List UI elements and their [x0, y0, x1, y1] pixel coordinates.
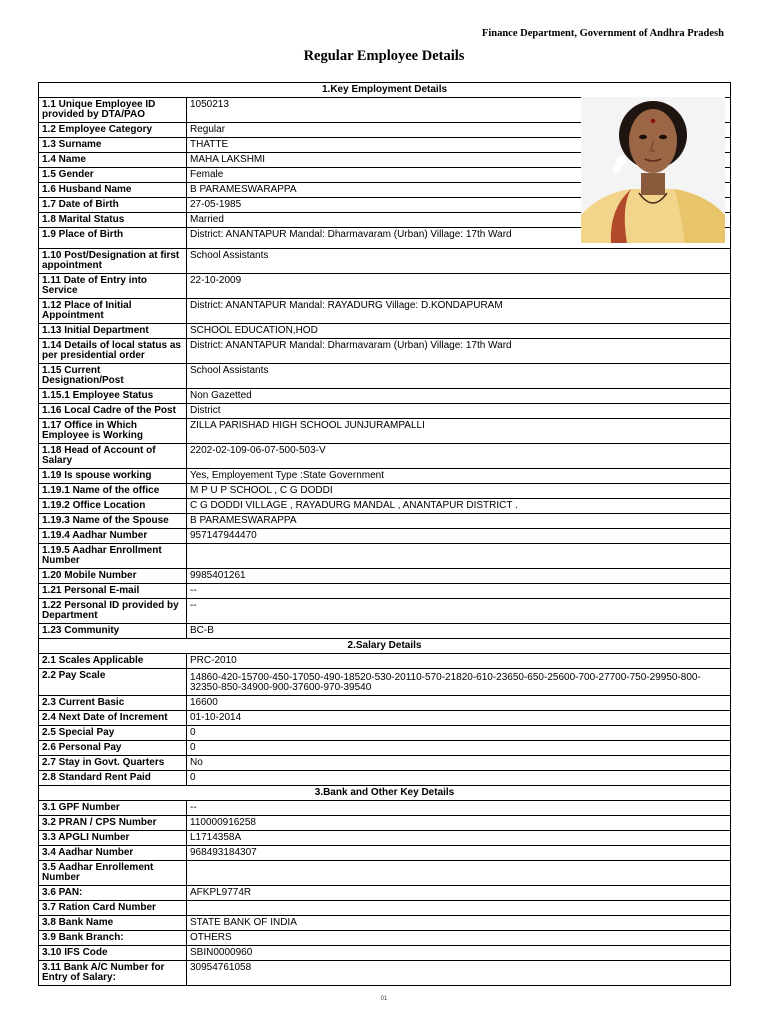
- table-row: [39, 711, 731, 726]
- table-row: [39, 771, 731, 786]
- table-row: [39, 584, 731, 599]
- row-label: 3.2 PRAN / CPS Number: [39, 816, 187, 831]
- row-value: C G DODDI VILLAGE , RAYADURG MANDAL , ANANTAPUR DISTRICT .: [187, 499, 731, 514]
- row-label: 1.12 Place of Initial Appointment: [39, 299, 187, 324]
- table-row: [39, 901, 731, 916]
- table-row: [39, 324, 731, 339]
- row-label: 3.1 GPF Number: [39, 801, 187, 816]
- row-label: 3.10 IFS Code: [39, 946, 187, 961]
- row-label: 2.7 Stay in Govt. Quarters: [39, 756, 187, 771]
- row-value: 0: [187, 771, 731, 786]
- row-value: 968493184307: [187, 846, 731, 861]
- row-label: 1.9 Place of Birth: [39, 228, 187, 249]
- table-row: [39, 624, 731, 639]
- row-label: 1.11 Date of Entry into Service: [39, 274, 187, 299]
- row-value: SBIN0000960: [187, 946, 731, 961]
- row-value: District: ANANTAPUR Mandal: Dharmavaram (Urban) Village: 17th Ward: [187, 228, 731, 249]
- table-row: [39, 669, 731, 696]
- table-row: [39, 339, 731, 364]
- row-value: 22-10-2009: [187, 274, 731, 299]
- row-value: 14860-420-15700-450-17050-490-18520-530-20110-570-21820-610-23650-650-25600-700-27700-750-29950-800-32350-850-34900-900-37600-970-39540: [187, 669, 731, 696]
- table-row: [39, 484, 731, 499]
- table-row: [39, 741, 731, 756]
- row-value: M P U P SCHOOL , C G DODDI: [187, 484, 731, 499]
- row-value: B PARAMESWARAPPA: [187, 183, 731, 198]
- row-value: District: ANANTAPUR Mandal: Dharmavaram (Urban) Village: 17th Ward: [187, 339, 731, 364]
- row-value: [187, 861, 731, 886]
- table-row: [39, 946, 731, 961]
- row-value: --: [187, 584, 731, 599]
- employee-photo: [581, 97, 725, 243]
- row-value: SCHOOL EDUCATION,HOD: [187, 324, 731, 339]
- row-label: 2.1 Scales Applicable: [39, 654, 187, 669]
- row-label: 3.9 Bank Branch:: [39, 931, 187, 946]
- row-value: --: [187, 801, 731, 816]
- row-label: 1.13 Initial Department: [39, 324, 187, 339]
- row-value: B PARAMESWARAPPA: [187, 514, 731, 529]
- row-label: 1.4 Name: [39, 153, 187, 168]
- row-value: School Assistants: [187, 249, 731, 274]
- row-label: 1.16 Local Cadre of the Post: [39, 404, 187, 419]
- table-row: [39, 274, 731, 299]
- row-label: 1.6 Husband Name: [39, 183, 187, 198]
- section-header-bank: 3.Bank and Other Key Details: [39, 786, 731, 801]
- row-label: 2.8 Standard Rent Paid: [39, 771, 187, 786]
- table-row: [39, 654, 731, 669]
- row-label: 1.23 Community: [39, 624, 187, 639]
- table-row: [39, 299, 731, 324]
- row-label: 1.19.2 Office Location: [39, 499, 187, 514]
- row-value: OTHERS: [187, 931, 731, 946]
- row-value: Married: [187, 213, 731, 228]
- section-header-key-employment: 1.Key Employment Details: [39, 83, 731, 98]
- row-value: THATTE: [187, 138, 731, 153]
- row-label: 3.6 PAN:: [39, 886, 187, 901]
- row-value: 0: [187, 726, 731, 741]
- row-label: 1.1 Unique Employee ID provided by DTA/PAO: [39, 98, 187, 123]
- row-value: Non Gazetted: [187, 389, 731, 404]
- table-row: [39, 514, 731, 529]
- table-row: [39, 529, 731, 544]
- row-label: 1.14 Details of local status as per presidential order: [39, 339, 187, 364]
- table-row: [39, 364, 731, 389]
- table-row: [39, 801, 731, 816]
- table-row: [39, 756, 731, 771]
- row-value: ZILLA PARISHAD HIGH SCHOOL JUNJURAMPALLI: [187, 419, 731, 444]
- row-label: 1.18 Head of Account of Salary: [39, 444, 187, 469]
- row-value: AFKPL9774R: [187, 886, 731, 901]
- row-value: 957147944470: [187, 529, 731, 544]
- row-label: 2.2 Pay Scale: [39, 669, 187, 696]
- row-value: 1050213: [187, 98, 731, 123]
- table-row: [39, 249, 731, 274]
- row-label: 1.15 Current Designation/Post: [39, 364, 187, 389]
- table-row: [39, 861, 731, 886]
- row-label: 1.20 Mobile Number: [39, 569, 187, 584]
- table-row: [39, 569, 731, 584]
- row-label: 1.22 Personal ID provided by Department: [39, 599, 187, 624]
- row-value: 01-10-2014: [187, 711, 731, 726]
- table-row: [39, 961, 731, 986]
- row-value: [187, 544, 731, 569]
- row-label: 3.3 APGLI Number: [39, 831, 187, 846]
- row-label: 1.7 Date of Birth: [39, 198, 187, 213]
- row-label: 1.8 Marital Status: [39, 213, 187, 228]
- row-value: STATE BANK OF INDIA: [187, 916, 731, 931]
- row-value: No: [187, 756, 731, 771]
- row-label: 1.5 Gender: [39, 168, 187, 183]
- row-label: 1.21 Personal E-mail: [39, 584, 187, 599]
- page-title: Regular Employee Details: [303, 48, 465, 64]
- row-label: 1.19 Is spouse working: [39, 469, 187, 484]
- row-value: Female: [187, 168, 731, 183]
- row-label: 2.3 Current Basic: [39, 696, 187, 711]
- row-value: PRC-2010: [187, 654, 731, 669]
- row-value: MAHA LAKSHMI: [187, 153, 731, 168]
- row-value: District: ANANTAPUR Mandal: RAYADURG Village: D.KONDAPURAM: [187, 299, 731, 324]
- row-value: Yes, Employement Type :State Government: [187, 469, 731, 484]
- row-value: L1714358A: [187, 831, 731, 846]
- row-value: 2202-02-109-06-07-500-503-V: [187, 444, 731, 469]
- row-label: 3.7 Ration Card Number: [39, 901, 187, 916]
- table-row: [39, 419, 731, 444]
- table-row: [39, 916, 731, 931]
- table-row: [39, 831, 731, 846]
- table-row: [39, 816, 731, 831]
- row-label: 1.17 Office in Which Employee is Working: [39, 419, 187, 444]
- row-label: 3.11 Bank A/C Number for Entry of Salary:: [39, 961, 187, 986]
- section-header-salary: 2.Salary Details: [39, 639, 731, 654]
- row-value: District: [187, 404, 731, 419]
- row-label: 1.3 Surname: [39, 138, 187, 153]
- row-label: 3.8 Bank Name: [39, 916, 187, 931]
- table-row: [39, 444, 731, 469]
- row-value: 110000916258: [187, 816, 731, 831]
- row-value: BC-B: [187, 624, 731, 639]
- table-row: [39, 931, 731, 946]
- row-value: --: [187, 599, 731, 624]
- table-row: [39, 696, 731, 711]
- row-label: 1.2 Employee Category: [39, 123, 187, 138]
- table-row: [39, 726, 731, 741]
- row-value: Regular: [187, 123, 731, 138]
- row-value: [187, 901, 731, 916]
- row-label: 2.5 Special Pay: [39, 726, 187, 741]
- row-label: 2.6 Personal Pay: [39, 741, 187, 756]
- row-label: 1.19.1 Name of the office: [39, 484, 187, 499]
- row-value: School Assistants: [187, 364, 731, 389]
- table-row: [39, 599, 731, 624]
- row-value: 27-05-1985: [187, 198, 731, 213]
- row-label: 1.10 Post/Designation at first appointment: [39, 249, 187, 274]
- table-row: [39, 469, 731, 484]
- table-row: [39, 886, 731, 901]
- row-label: 1.19.5 Aadhar Enrollment Number: [39, 544, 187, 569]
- row-label: 1.19.3 Name of the Spouse: [39, 514, 187, 529]
- row-value: 0: [187, 741, 731, 756]
- row-label: 3.4 Aadhar Number: [39, 846, 187, 861]
- row-label: 2.4 Next Date of Increment: [39, 711, 187, 726]
- row-value: 9985401261: [187, 569, 731, 584]
- table-row: [39, 846, 731, 861]
- table-row: [39, 389, 731, 404]
- table-row: [39, 544, 731, 569]
- row-label: 1.15.1 Employee Status: [39, 389, 187, 404]
- table-row: [39, 499, 731, 514]
- row-value: 16600: [187, 696, 731, 711]
- row-label: 3.5 Aadhar Enrollement Number: [39, 861, 187, 886]
- department-header: Finance Department, Government of Andhra Pradesh: [481, 28, 724, 39]
- page-number: 01: [380, 996, 388, 1002]
- row-label: 1.19.4 Aadhar Number: [39, 529, 187, 544]
- row-value: 30954761058: [187, 961, 731, 986]
- table-row: [39, 404, 731, 419]
